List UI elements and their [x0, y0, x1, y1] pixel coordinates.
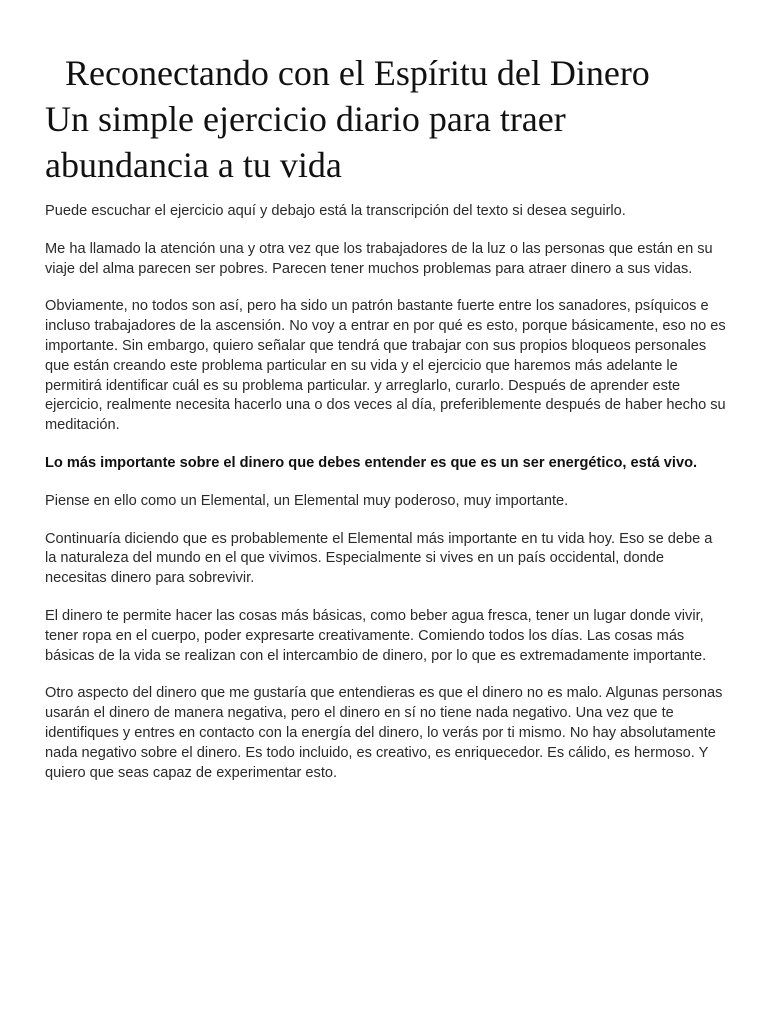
- paragraph-intro: Puede escuchar el ejercicio aquí y debajo está la transcripción del texto si desea seguirlo.: [45, 203, 626, 219]
- title-line-1: Reconectando con el Espíritu del Dinero: [65, 53, 650, 93]
- paragraph-8: Otro aspecto del dinero que me gustaría que entendieras es que el dinero no es malo. Algunas personas usarán el dinero de manera negativa, pero el dinero en sí no tiene nada negativo. Una vez que te identifiques y entres en contacto con la energía del dinero, lo verás por ti mismo. No hay absolutamente nada negativo sobre el dinero. Es todo incluido, es creativo, es enriquecedor. Es cálido, es hermoso. Y quiero que seas capaz de experimentar esto.: [45, 685, 723, 781]
- title-line-2: Un simple ejercicio diario para traer abundancia a tu vida: [45, 99, 566, 185]
- paragraph-bold-statement: Lo más importante sobre el dinero que debes entender es que es un ser energético, está vivo.: [45, 454, 698, 471]
- document-title: [45, 50, 727, 188]
- paragraph-3: Obviamente, no todos son así, pero ha sido un patrón bastante fuerte entre los sanadores, psíquicos e incluso trabajadores de la ascensión. No voy a entrar en por qué es esto, porque básicamente, eso no es importante. Sin embargo, quiero señalar que tendrá que trabajar con sus propios bloqueos personales que están creando este problema particular en su vida y el ejercicio que haremos más adelante le permitirá identificar cuál es su problema particular. y arreglarlo, curarlo. Después de aprender este ejercicio, realmente necesita hacerlo una o dos veces al día, preferiblemente después de haber hecho su meditación.: [45, 298, 726, 434]
- document-page: [45, 50, 727, 783]
- paragraph-6: Continuaría diciendo que es probablemente el Elemental más importante en tu vida hoy. Eso se debe a la naturaleza del mundo en el que vivimos. Especialmente si vives en un país occidental, donde necesitas dinero para sobrevivir.: [45, 530, 713, 587]
- paragraph-5: Piense en ello como un Elemental, un Elemental muy poderoso, muy importante.: [45, 492, 569, 509]
- paragraph-2: Me ha llamado la atención una y otra vez que los trabajadores de la luz o las personas que están en su viaje del alma parecen ser pobres. Parecen tener muchos problemas para atraer dinero a sus vidas.: [45, 240, 713, 277]
- paragraph-7: El dinero te permite hacer las cosas más básicas, como beber agua fresca, tener un lugar donde vivir, tener ropa en el cuerpo, poder expresarte creativamente. Comiendo todos los días. Las cosas más básicas de la vida se realizan con el intercambio de dinero, por lo que es extremadamente importante.: [45, 607, 707, 664]
